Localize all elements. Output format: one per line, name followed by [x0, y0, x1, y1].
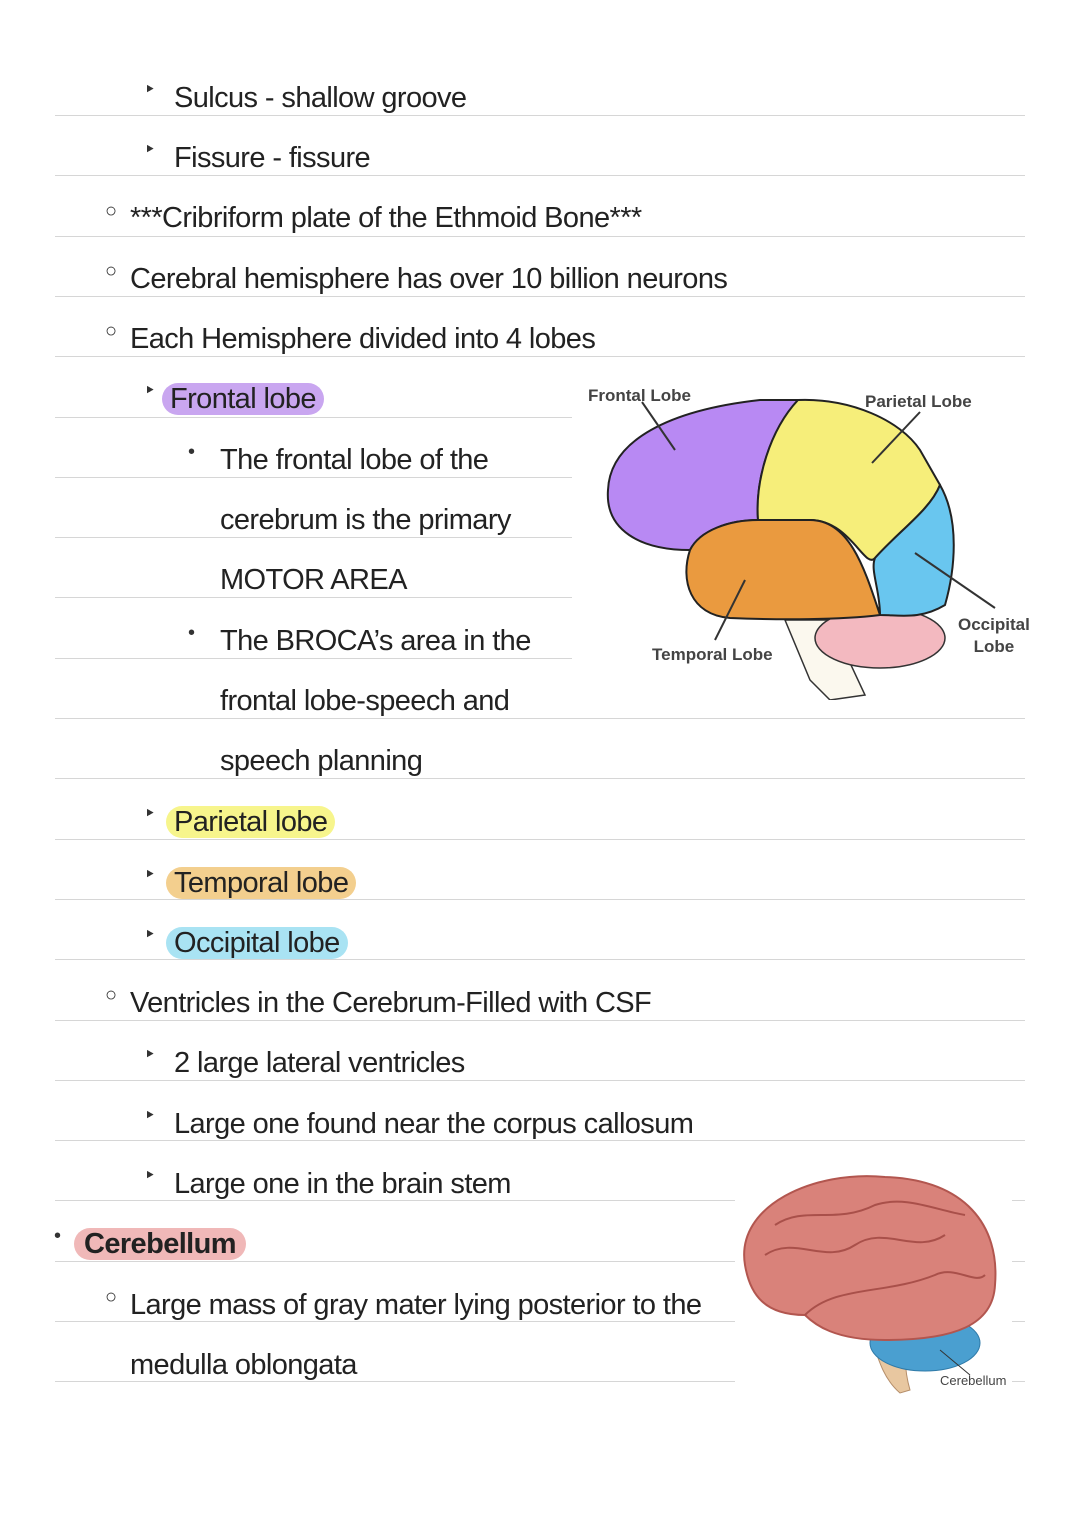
ruled-line	[55, 236, 1025, 237]
brain-cerebellum-diagram	[735, 1165, 1025, 1395]
dot-bullet-icon: •	[188, 441, 196, 463]
note-neurons: Cerebral hemisphere has over 10 billion neurons	[130, 263, 728, 295]
note-lobes: Each Hemisphere divided into 4 lobes	[130, 323, 596, 355]
bullet-icon: ‣	[144, 803, 156, 825]
label-occipital-lobe: Occipital Lobe	[958, 615, 1030, 656]
cerebellum-heading: Cerebellum	[74, 1228, 246, 1260]
note-sulcus: Sulcus - shallow groove	[174, 82, 467, 114]
parietal-lobe-highlight: Parietal lobe	[166, 806, 335, 838]
label-cerebellum: Cerebellum	[940, 1373, 1007, 1388]
bullet-icon: ‣	[144, 924, 156, 946]
ventricle-item: 2 large lateral ventricles	[174, 1047, 465, 1079]
ruled-line	[55, 417, 572, 418]
circle-bullet-icon: ○	[105, 1286, 118, 1308]
bullet-icon: ‣	[144, 1044, 156, 1066]
bullet-icon: ‣	[144, 864, 156, 886]
ruled-line	[55, 778, 1025, 779]
ruled-line	[55, 718, 1025, 719]
frontal-lobe-highlight: Frontal lobe	[162, 383, 324, 415]
frontal-desc: cerebrum is the primary	[220, 504, 511, 536]
frontal-desc: MOTOR AREA	[220, 564, 407, 596]
occipital-lobe-highlight: Occipital lobe	[166, 927, 348, 959]
label-temporal-lobe: Temporal Lobe	[652, 645, 773, 664]
circle-bullet-icon: ○	[105, 200, 118, 222]
label-parietal-lobe: Parietal Lobe	[865, 392, 972, 411]
temporal-lobe-highlight: Temporal lobe	[166, 867, 356, 899]
note-cribriform: ***Cribriform plate of the Ethmoid Bone***	[130, 202, 642, 234]
broca-desc: speech planning	[220, 745, 423, 777]
circle-bullet-icon: ○	[105, 320, 118, 342]
note-ventricles: Ventricles in the Cerebrum-Filled with CSF	[130, 987, 652, 1019]
cerebellum-desc: Large mass of gray mater lying posterior to the	[130, 1289, 702, 1321]
ventricle-item: Large one in the brain stem	[174, 1168, 511, 1200]
cerebellum-desc: medulla oblongata	[130, 1349, 357, 1381]
brain-cerebellum-illustration	[735, 1165, 1025, 1395]
frontal-desc: The frontal lobe of the	[220, 444, 489, 476]
label-frontal-lobe: Frontal Lobe	[588, 386, 691, 405]
broca-desc: The BROCA’s area in the	[220, 625, 531, 657]
broca-desc: frontal lobe-speech and	[220, 685, 510, 717]
circle-bullet-icon: ○	[105, 984, 118, 1006]
bullet-icon: ‣	[144, 380, 156, 402]
bullet-icon: ‣	[144, 139, 156, 161]
circle-bullet-icon: ○	[105, 260, 118, 282]
bullet-icon: ‣	[144, 1105, 156, 1127]
dot-bullet-icon: •	[188, 622, 196, 644]
bullet-icon: ‣	[144, 1165, 156, 1187]
dot-bullet-icon: •	[54, 1225, 62, 1247]
bullet-icon: ‣	[144, 79, 156, 101]
note-fissure: Fissure - fissure	[174, 142, 371, 174]
brain-lobes-diagram	[580, 370, 1040, 700]
ventricle-item: Large one found near the corpus callosum	[174, 1108, 694, 1140]
